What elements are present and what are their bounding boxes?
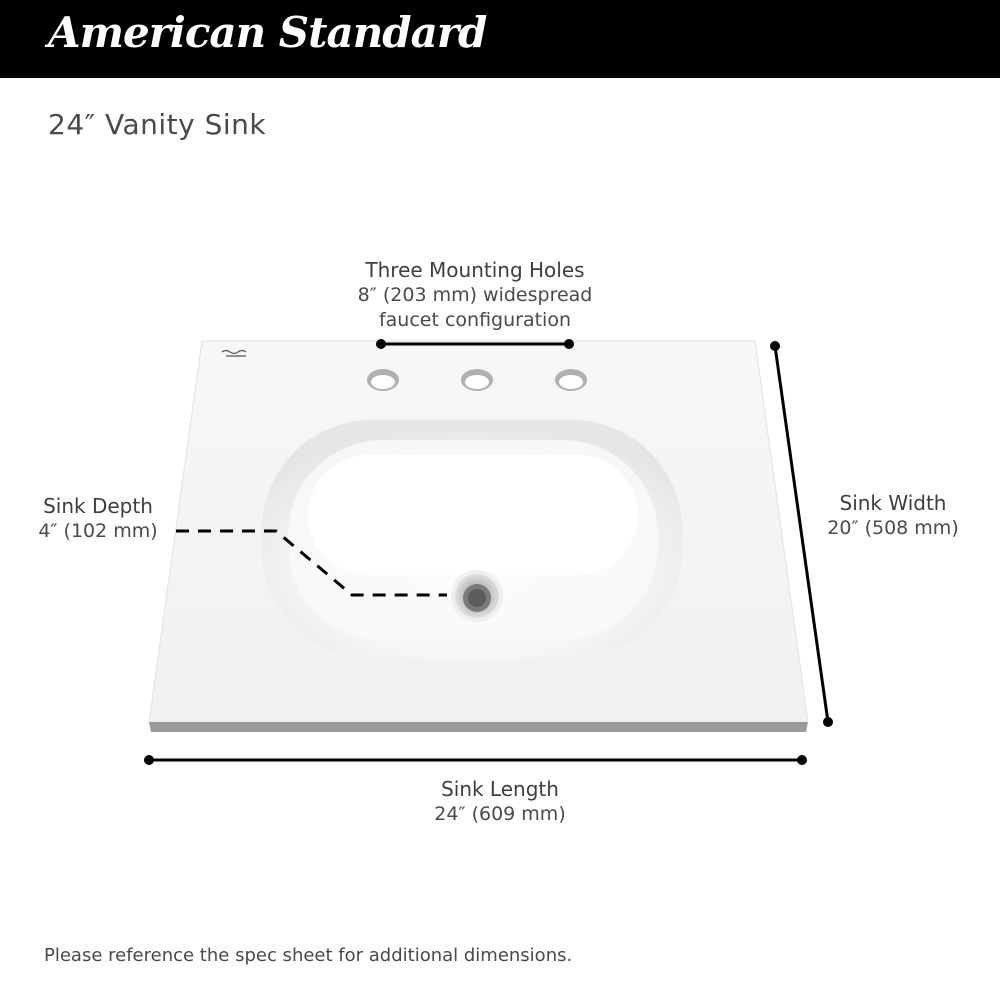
page-title: 24″ Vanity Sink xyxy=(48,108,267,141)
sink-width-value: 20″ (508 mm) xyxy=(827,517,959,539)
faucet-hole-left xyxy=(367,369,399,391)
brand-logo: American Standard xyxy=(48,8,487,57)
mounting-holes-title: Three Mounting Holes xyxy=(365,258,585,282)
sink-width-title: Sink Width xyxy=(839,491,947,515)
drain-icon xyxy=(451,570,503,622)
sink-depth-label xyxy=(10,494,186,544)
sink-depth-value: 4″ (102 mm) xyxy=(38,520,158,542)
sink-length-dimension-line xyxy=(144,755,807,765)
sink-length-value: 24″ (609 mm) xyxy=(434,803,566,825)
sink-basin xyxy=(262,420,682,658)
sink-length-label xyxy=(275,777,725,827)
faucet-hole-right xyxy=(555,369,587,391)
sink-depth-title: Sink Depth xyxy=(43,494,153,518)
footnote: Please reference the spec sheet for additional dimensions. xyxy=(44,945,573,966)
faucet-hole-center xyxy=(461,369,493,391)
mounting-holes-spec-line2: faucet configuration xyxy=(378,309,572,331)
mounting-holes-label xyxy=(275,258,675,333)
sink-length-title: Sink Length xyxy=(441,777,559,801)
mounting-holes-spec-line1: 8″ (203 mm) widespread xyxy=(357,284,593,306)
sink-width-label xyxy=(800,491,986,541)
